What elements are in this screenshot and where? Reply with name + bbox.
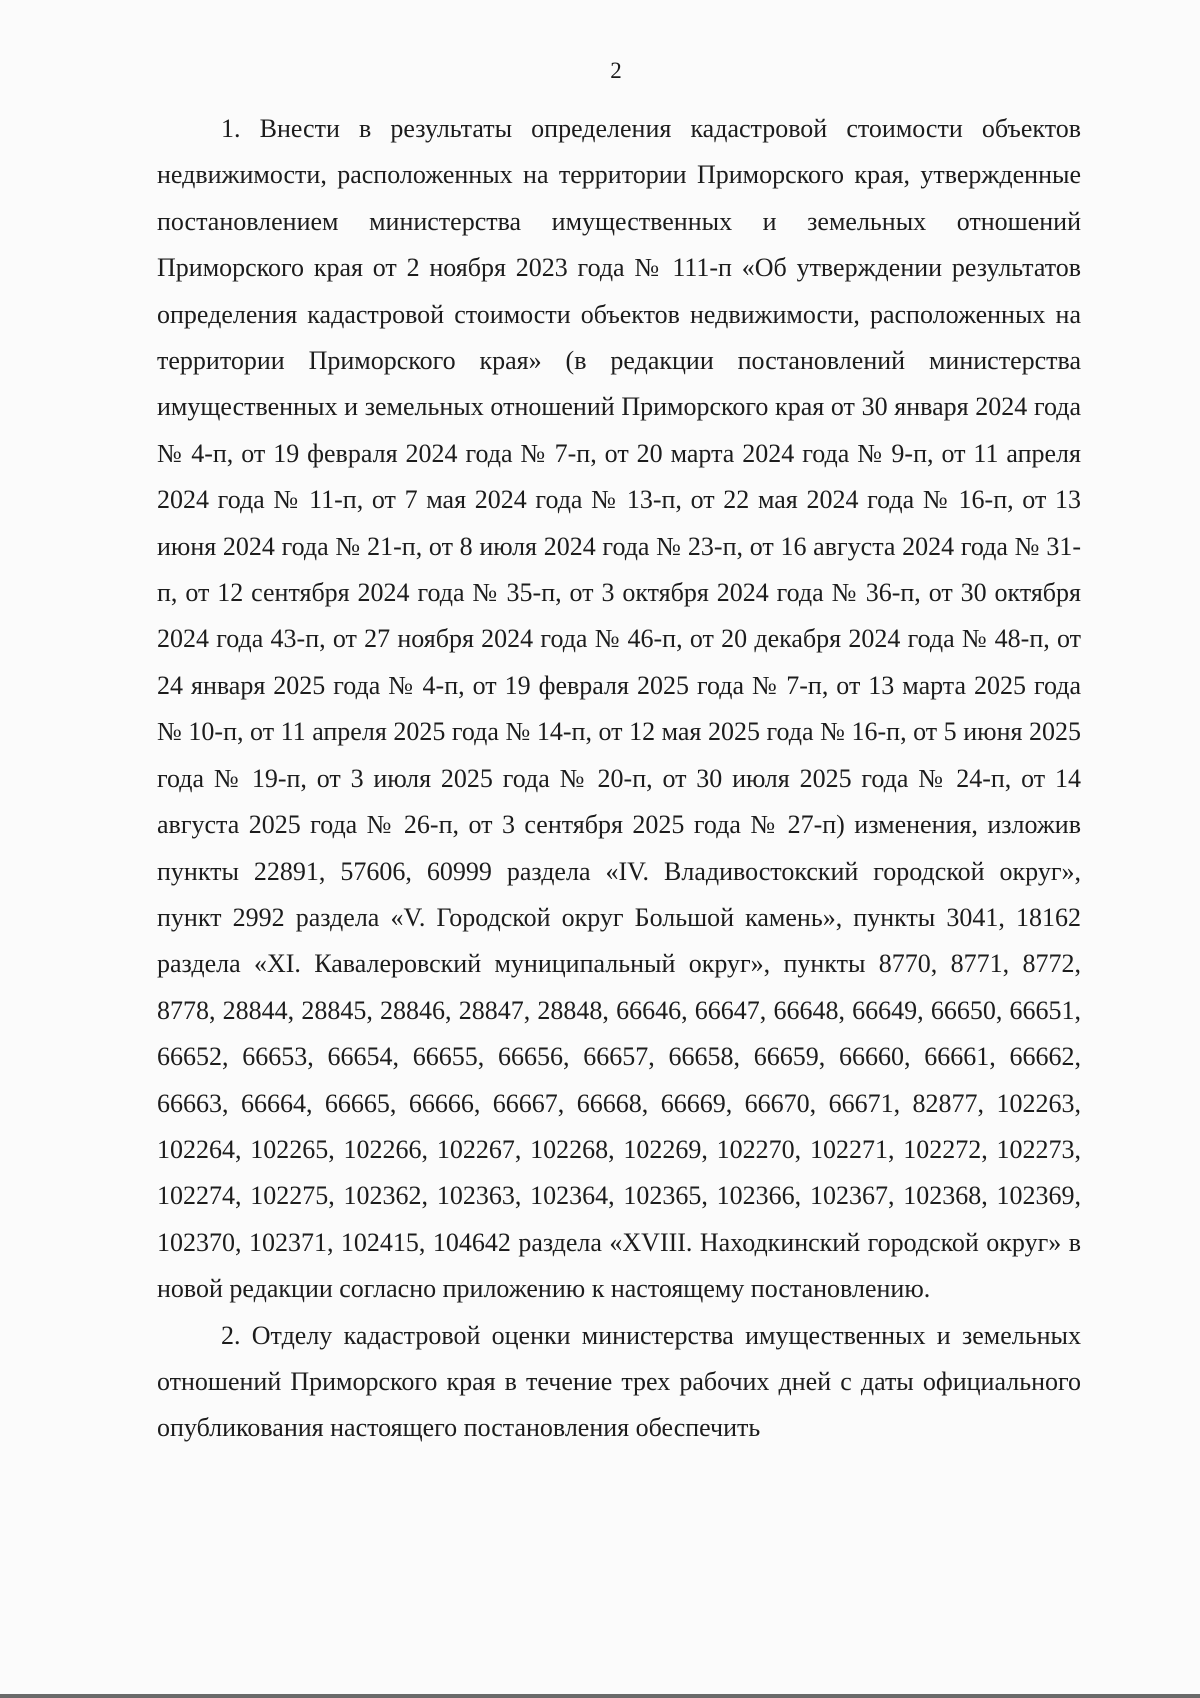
page-bottom-edge bbox=[0, 1694, 1200, 1698]
document-body bbox=[157, 106, 1081, 1452]
paragraph-1: 1. Внести в результаты определения кадастровой стоимости объектов недвижимости, расположенных на территории Приморского края, утвержденные постановлением министерства имущественных и земельных отношений Приморского края от 2 ноября 2023 года № 111-п «Об утверждении результатов определения кадастровой стоимости объектов недвижимости, расположенных на территории Приморского края» (в редакции постановлений министерства имущественных и земельных отношений Приморского края от 30 января 2024 года № 4-п, от 19 февраля 2024 года № 7-п, от 20 марта 2024 года № 9-п, от 11 апреля 2024 года № 11-п, от 7 мая 2024 года № 13-п, от 22 мая 2024 года № 16-п, от 13 июня 2024 года № 21-п, от 8 июля 2024 года № 23-п, от 16 августа 2024 года № 31-п, от 12 сентября 2024 года № 35-п, от 3 октября 2024 года № 36-п, от 30 октября 2024 года 43-п, от 27 ноября 2024 года № 46-п, от 20 декабря 2024 года № 48-п, от 24 января 2025 года № 4-п, от 19 февраля 2025 года № 7-п, от 13 марта 2025 года № 10-п, от 11 апреля 2025 года № 14-п, от 12 мая 2025 года № 16-п, от 5 июня 2025 года № 19-п, от 3 июля 2025 года № 20-п, от 30 июля 2025 года № 24-п, от 14 августа 2025 года № 26-п, от 3 сентября 2025 года № 27-п) изменения, изложив пункты 22891, 57606, 60999 раздела «IV. Владивостокский городской округ», пункт 2992 раздела «V. Городской округ Большой камень», пункты 3041, 18162 раздела «XI. Кавалеровский муниципальный округ», пункты 8770, 8771, 8772, 8778, 28844, 28845, 28846, 28847, 28848, 66646, 66647, 66648, 66649, 66650, 66651, 66652, 66653, 66654, 66655, 66656, 66657, 66658, 66659, 66660, 66661, 66662, 66663, 66664, 66665, 66666, 66667, 66668, 66669, 66670, 66671, 82877, 102263, 102264, 102265, 102266, 102267, 102268, 102269, 102270, 102271, 102272, 102273, 102274, 102275, 102362, 102363, 102364, 102365, 102366, 102367, 102368, 102369, 102370, 102371, 102415, 104642 раздела «XVIII. Находкинский городской округ» в новой редакции согласно приложению к настоящему постановлению. bbox=[157, 114, 1081, 1304]
paragraph-2: 2. Отделу кадастровой оценки министерства имущественных и земельных отношений Приморского края в течение трех рабочих дней с даты официального опубликования настоящего постановления обеспечить bbox=[157, 1320, 1081, 1443]
page-number: 2 bbox=[610, 58, 622, 83]
